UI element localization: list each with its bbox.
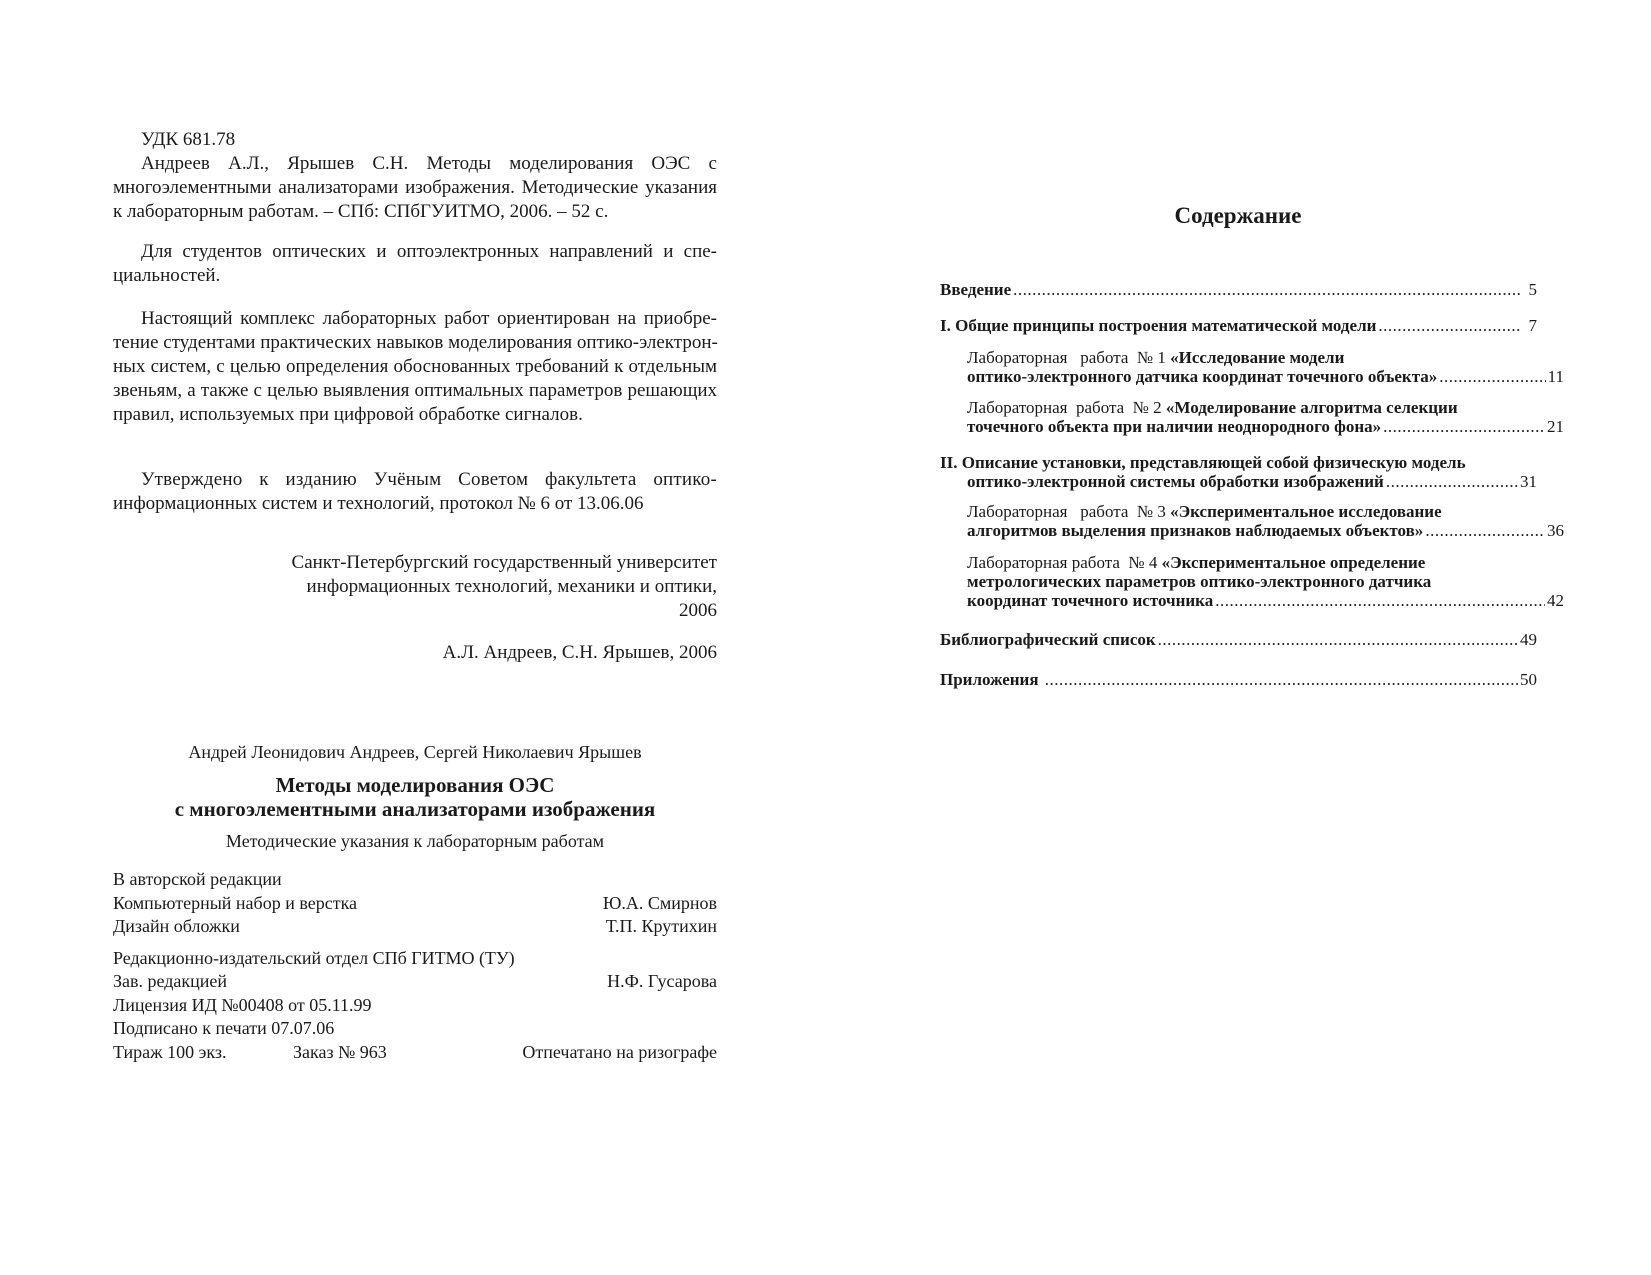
imprint-block bbox=[113, 868, 717, 1064]
toc-entry-lab-4 bbox=[940, 553, 1564, 610]
audience-line: циальностей. bbox=[113, 265, 221, 286]
toc-entry-lab-3 bbox=[940, 502, 1564, 540]
toc-leader bbox=[1045, 670, 1518, 689]
abstract-line: тение студентами практических навыков моделирования оптико-электрон- bbox=[113, 332, 718, 353]
toc-entry-text: Библиографический список bbox=[940, 630, 1156, 649]
order-number: Заказ № 963 bbox=[293, 1041, 387, 1062]
toc-lab-title: координат точечного источника bbox=[967, 591, 1214, 610]
university-block bbox=[277, 551, 717, 623]
citation-line: Андреев А.Л., Ярышев С.Н. Методы моделирования ОЭС с bbox=[141, 153, 717, 174]
toc-lab-title: метрологических параметров оптико-электронного датчика bbox=[967, 572, 1432, 591]
toc-leader bbox=[1386, 472, 1518, 491]
toc-page-number: 49 bbox=[1520, 630, 1537, 649]
toc-page-number: 42 bbox=[1547, 591, 1564, 610]
abstract-line: правил, используемых при цифровой обработке сигналов. bbox=[113, 404, 583, 425]
toc-entry-introduction bbox=[940, 280, 1537, 299]
toc-entry-text: Приложения bbox=[940, 670, 1043, 689]
toc-lab-prefix: Лабораторная работа № 1 bbox=[967, 348, 1171, 367]
toc-entry-lab-1 bbox=[940, 348, 1564, 386]
toc-entry-appendices bbox=[940, 670, 1537, 689]
left-page bbox=[0, 0, 825, 1275]
imprint-signed bbox=[113, 1017, 717, 1041]
toc-leader bbox=[1439, 367, 1545, 386]
toc-entry-text: I. Общие принципы построения математической модели bbox=[940, 316, 1377, 335]
toc-page-number: 7 bbox=[1528, 316, 1537, 335]
abstract-line: звеньям, а также с целью выявления оптимальных параметров решающих bbox=[113, 380, 717, 401]
imprint-head bbox=[113, 970, 717, 994]
citation-line: к лабораторным работам. – СПб: СПбГУИТМО, 2006. – 52 с. bbox=[113, 201, 609, 222]
imprint-license bbox=[113, 994, 717, 1018]
toc-entry-bibliography bbox=[940, 630, 1537, 649]
book-title bbox=[113, 773, 717, 821]
toc-title: Содержание bbox=[1174, 203, 1302, 228]
toc-lab-prefix: Лабораторная работа № 4 bbox=[967, 553, 1162, 572]
copyright-block bbox=[277, 641, 717, 665]
book-title-line: Методы моделирования ОЭС bbox=[275, 773, 555, 797]
cover-name: Т.П. Крутихин bbox=[605, 916, 717, 936]
imprint-dept bbox=[113, 947, 717, 971]
signed-text: Подписано к печати 07.07.06 bbox=[113, 1018, 335, 1038]
toc-leader bbox=[1013, 280, 1521, 299]
printed-method: Отпечатано на ризографе bbox=[522, 1041, 717, 1062]
toc-lab-title: «Моделирование алгоритма селекции bbox=[1165, 398, 1458, 417]
toc-lab-title: «Экспериментальное определение bbox=[1161, 553, 1426, 572]
cover-label: Дизайн обложки bbox=[113, 916, 240, 936]
toc-entry-text: Введение bbox=[940, 280, 1012, 299]
typesetting-label: Компьютерный набор и верстка bbox=[113, 892, 358, 913]
toc-leader bbox=[1378, 316, 1521, 335]
toc-lab-prefix: Лабораторная работа № 3 bbox=[967, 502, 1171, 521]
authors-full: Андрей Леонидович Андреев, Сергей Николаевич Ярышев bbox=[188, 742, 642, 762]
toc-page-number: 50 bbox=[1520, 670, 1537, 689]
book-subtitle: Методические указания к лабораторным работам bbox=[225, 831, 605, 851]
udc-code: УДК 681.78 bbox=[141, 129, 236, 150]
toc-lab-title: алгоритмов выделения признаков наблюдаемых объектов» bbox=[967, 521, 1424, 540]
audience-block bbox=[113, 240, 717, 288]
toc-lab-title: точечного объекта при наличии неоднородного фона» bbox=[967, 417, 1382, 436]
abstract-line: Настоящий комплекс лабораторных работ ориентирован на приобре- bbox=[141, 308, 717, 329]
right-page bbox=[825, 0, 1651, 1275]
toc-entry-part-2 bbox=[940, 453, 1537, 491]
citation-line: многоэлементными анализаторами изображения. Методические указания bbox=[113, 177, 717, 198]
approval-line: информационных систем и технологий, протокол № 6 от 13.06.06 bbox=[113, 493, 644, 514]
toc-leader bbox=[1215, 591, 1545, 610]
toc-lab-title: оптико-электронного датчика координат точечного объекта» bbox=[967, 367, 1438, 386]
university-line: информационных технологий, механики и оптики, bbox=[306, 576, 717, 597]
toc-page-number: 31 bbox=[1520, 472, 1537, 491]
toc-entry-text: II. Описание установки, представляющей собой физическую модель bbox=[940, 453, 1466, 472]
typesetting-name: Ю.А. Смирнов bbox=[602, 892, 717, 913]
toc-lab-prefix: Лабораторная работа № 2 bbox=[967, 398, 1166, 417]
toc-entry-part-1 bbox=[940, 316, 1537, 335]
approval-block bbox=[113, 468, 717, 516]
toc-entry-lab-2 bbox=[940, 398, 1564, 436]
toc-page-number: 11 bbox=[1547, 367, 1564, 386]
imprint-edition bbox=[113, 868, 717, 892]
toc-lab-title: «Экспериментальное исследование bbox=[1170, 502, 1442, 521]
toc-page-number: 5 bbox=[1528, 280, 1537, 299]
toc-leader bbox=[1158, 630, 1518, 649]
head-label: Зав. редакцией bbox=[113, 971, 228, 991]
abstract-block bbox=[113, 307, 717, 427]
approval-line: Утверждено к изданию Учёным Советом факультета оптико- bbox=[141, 469, 717, 490]
citation-block bbox=[113, 128, 717, 224]
toc-page-number: 36 bbox=[1547, 521, 1564, 540]
imprint-typesetting bbox=[113, 892, 717, 916]
toc-lab-title: «Исследование модели bbox=[1170, 348, 1345, 367]
toc-leader bbox=[1425, 521, 1545, 540]
toc-leader bbox=[1383, 417, 1545, 436]
edition-text: В авторской редакции bbox=[113, 869, 282, 889]
imprint-cover bbox=[113, 915, 717, 939]
toc-page-number: 21 bbox=[1547, 417, 1564, 436]
print-run: Тираж 100 экз. bbox=[113, 1041, 227, 1062]
head-name: Н.Ф. Гусарова bbox=[607, 971, 717, 991]
imprint-print bbox=[113, 1041, 717, 1065]
dept-text: Редакционно-издательский отдел СПб ГИТМО (ТУ) bbox=[113, 947, 515, 968]
copyright-text: А.Л. Андреев, С.Н. Ярышев, 2006 bbox=[442, 642, 717, 663]
license-text: Лицензия ИД №00408 от 05.11.99 bbox=[113, 994, 372, 1015]
audience-line: Для студентов оптических и оптоэлектронных направлений и спе- bbox=[141, 241, 717, 262]
abstract-line: ных систем, с целью определения обоснованных требований к отдельным bbox=[113, 356, 717, 377]
book-title-line: с многоэлементными анализаторами изображения bbox=[174, 797, 656, 821]
university-year: 2006 bbox=[679, 600, 717, 621]
university-line: Санкт-Петербургский государственный университет bbox=[291, 552, 717, 573]
toc-entry-text: оптико-электронной системы обработки изображений bbox=[967, 472, 1384, 491]
